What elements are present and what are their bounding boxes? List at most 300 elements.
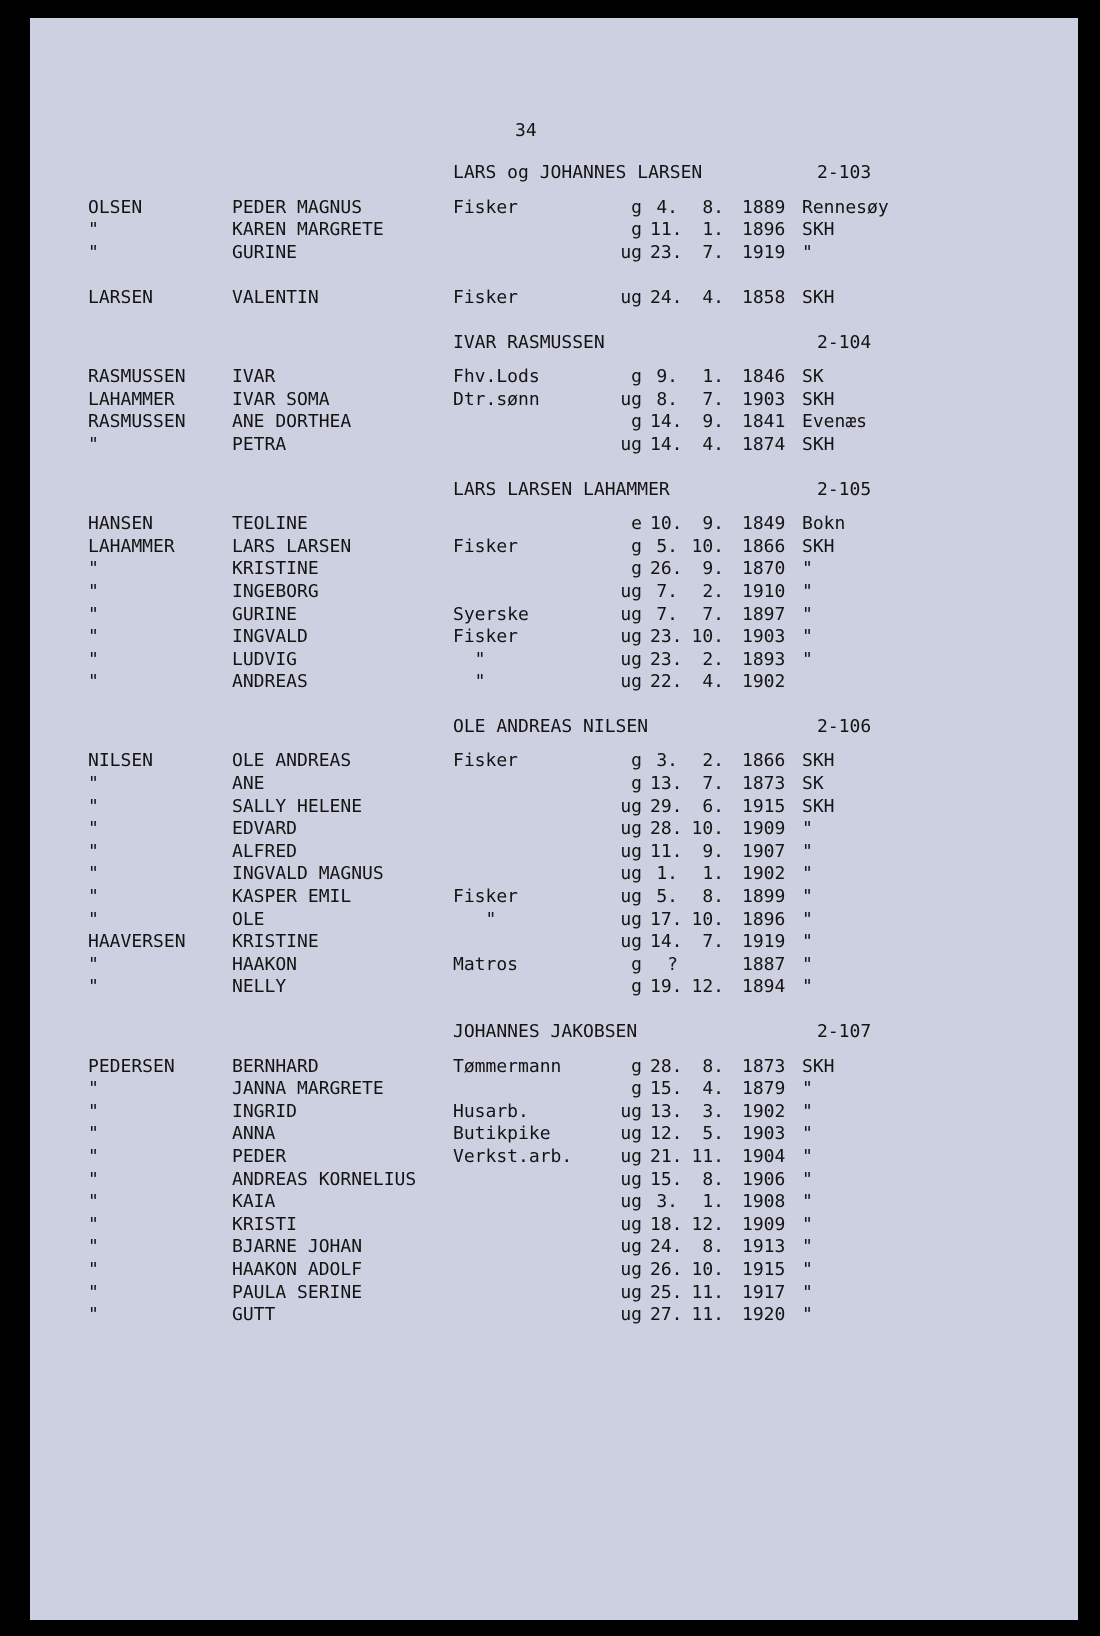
birth-place: Bokn — [802, 513, 846, 535]
birth-place: " — [802, 648, 813, 670]
birth-place: " — [802, 1191, 813, 1213]
surname: " — [88, 908, 99, 930]
birth-month: 12. — [691, 1213, 724, 1235]
birth-month: 6. — [702, 795, 724, 817]
birth-place: " — [802, 1100, 813, 1122]
birth-year: 1904 — [742, 1145, 786, 1167]
birth-month: 10. — [691, 818, 724, 840]
birth-month: 1. — [702, 863, 724, 885]
marital-status: ug — [620, 1191, 642, 1213]
birth-place: " — [802, 558, 813, 580]
birth-year: 1889 — [742, 196, 786, 218]
household-rows — [30, 197, 1078, 310]
given-name: ALFRED — [232, 840, 298, 862]
birth-place: " — [802, 241, 813, 263]
birth-day: 13. — [650, 1100, 683, 1122]
marital-status: ug — [620, 433, 642, 455]
birth-year: 1893 — [742, 648, 786, 670]
surname: RASMUSSEN — [88, 366, 186, 388]
birth-place: " — [802, 1281, 813, 1303]
given-name: GURINE — [232, 603, 298, 625]
surname: HAAVERSEN — [88, 931, 186, 953]
person-row — [30, 1123, 1078, 1146]
marital-status: g — [631, 1055, 642, 1077]
birth-month: 9. — [702, 411, 724, 433]
household-title: OLE ANDREAS NILSEN — [453, 715, 649, 737]
person-row — [30, 1169, 1078, 1192]
person-row — [30, 626, 1078, 649]
birth-place: SKH — [802, 795, 835, 817]
birth-year: 1919 — [742, 241, 786, 263]
birth-place: " — [802, 1304, 813, 1326]
person-row — [30, 1101, 1078, 1124]
surname: " — [88, 1100, 99, 1122]
surname: LARSEN — [88, 286, 154, 308]
birth-year: 1909 — [742, 1213, 786, 1235]
birth-day: 21. — [650, 1145, 683, 1167]
given-name: KAREN MARGRETE — [232, 219, 384, 241]
given-name: NELLY — [232, 976, 287, 998]
birth-year: 1919 — [742, 931, 786, 953]
marital-status: ug — [620, 886, 642, 908]
birth-month: 5. — [702, 1123, 724, 1145]
birth-year: 1879 — [742, 1078, 786, 1100]
birth-year: 1903 — [742, 626, 786, 648]
birth-month: 10. — [691, 535, 724, 557]
birth-year: 1896 — [742, 219, 786, 241]
household-header — [30, 1021, 1078, 1044]
surname: " — [88, 840, 99, 862]
birth-year: 1902 — [742, 671, 786, 693]
birth-day: 15. — [650, 1168, 683, 1190]
marital-status: ug — [620, 1213, 642, 1235]
household-title: JOHANNES JAKOBSEN — [453, 1021, 638, 1042]
birth-day: 23. — [650, 626, 683, 648]
birth-month: 7. — [702, 603, 724, 625]
birth-month: 4. — [702, 1078, 724, 1100]
given-name: BERNHARD — [232, 1055, 319, 1077]
marital-status: g — [631, 219, 642, 241]
document-page — [30, 18, 1078, 1620]
birth-month: 12. — [691, 976, 724, 998]
occupation: Tømmermann — [453, 1055, 562, 1077]
surname: " — [88, 953, 99, 975]
birth-day: 28. — [650, 1055, 683, 1077]
birth-day: 5. — [656, 535, 678, 557]
birth-day: 4. — [656, 196, 678, 218]
household-header — [30, 479, 1078, 502]
occupation: " — [453, 908, 497, 930]
surname: " — [88, 863, 99, 885]
birth-place: " — [802, 580, 813, 602]
birth-month: 11. — [691, 1145, 724, 1167]
household-code: 2-104 — [817, 331, 872, 353]
birth-year: 1873 — [742, 773, 786, 795]
marital-status: ug — [620, 1100, 642, 1122]
household-section — [30, 479, 1078, 694]
birth-year: 1849 — [742, 513, 786, 535]
birth-year: 1903 — [742, 1123, 786, 1145]
surname: LAHAMMER — [88, 535, 175, 557]
person-row — [30, 558, 1078, 581]
surname: " — [88, 1258, 99, 1280]
birth-month: 2. — [702, 750, 724, 772]
marital-status: ug — [620, 818, 642, 840]
birth-day: 14. — [650, 433, 683, 455]
surname: " — [88, 241, 99, 263]
household-header — [30, 332, 1078, 355]
surname: " — [88, 580, 99, 602]
person-row — [30, 886, 1078, 909]
surname: " — [88, 1168, 99, 1190]
birth-place: " — [802, 931, 813, 953]
birth-day: 5. — [656, 886, 678, 908]
surname: " — [88, 626, 99, 648]
birth-year: 1870 — [742, 558, 786, 580]
marital-status: g — [631, 366, 642, 388]
occupation: " — [453, 648, 486, 670]
household-code: 2-105 — [817, 478, 872, 500]
birth-month: 10. — [691, 626, 724, 648]
birth-place: Evenæs — [802, 411, 868, 433]
birth-place: " — [802, 1213, 813, 1235]
marital-status: ug — [620, 795, 642, 817]
given-name: HAAKON ADOLF — [232, 1258, 363, 1280]
surname: " — [88, 671, 99, 693]
household-code: 2-107 — [817, 1021, 872, 1042]
birth-month: 8. — [702, 886, 724, 908]
birth-year: 1899 — [742, 886, 786, 908]
birth-month: 7. — [702, 388, 724, 410]
marital-status: ug — [620, 388, 642, 410]
birth-place: SKH — [802, 535, 835, 557]
marital-status: g — [631, 953, 642, 975]
birth-year: 1874 — [742, 433, 786, 455]
birth-day: 26. — [650, 1258, 683, 1280]
birth-month: 4. — [702, 671, 724, 693]
marital-status: ug — [620, 626, 642, 648]
given-name: ANDREAS — [232, 671, 308, 693]
given-name: GUTT — [232, 1304, 276, 1326]
occupation: Verkst.arb. — [453, 1145, 573, 1167]
birth-year: 1873 — [742, 1055, 786, 1077]
marital-status: e — [631, 513, 642, 535]
birth-month: 2. — [702, 648, 724, 670]
occupation: Fisker — [453, 886, 519, 908]
person-row — [30, 818, 1078, 841]
occupation: Fhv.Lods — [453, 366, 540, 388]
birth-year: 1906 — [742, 1168, 786, 1190]
marital-status: ug — [620, 241, 642, 263]
birth-place: SK — [802, 773, 824, 795]
occupation: Fisker — [453, 286, 519, 308]
surname: " — [88, 433, 99, 455]
person-row — [30, 197, 1078, 220]
birth-place: SKH — [802, 388, 835, 410]
marital-status: ug — [620, 580, 642, 602]
birth-day: 24. — [650, 1236, 683, 1258]
person-row — [30, 1191, 1078, 1214]
birth-year: 1894 — [742, 976, 786, 998]
birth-month: 1. — [702, 219, 724, 241]
marital-status: ug — [620, 1304, 642, 1326]
birth-place: " — [802, 603, 813, 625]
birth-day: 17. — [650, 908, 683, 930]
marital-status: ug — [620, 1168, 642, 1190]
birth-year: 1897 — [742, 603, 786, 625]
marital-status: ug — [620, 863, 642, 885]
surname: " — [88, 1213, 99, 1235]
household-title: LARS LARSEN LAHAMMER — [453, 478, 670, 500]
household-rows — [30, 513, 1078, 694]
person-row — [30, 1304, 1078, 1327]
marital-status: g — [631, 1078, 642, 1100]
marital-status: ug — [620, 1281, 642, 1303]
given-name: TEOLINE — [232, 513, 308, 535]
birth-day: 28. — [650, 818, 683, 840]
household-rows — [30, 366, 1078, 456]
given-name: KRISTINE — [232, 558, 319, 580]
birth-month: 7. — [702, 241, 724, 263]
person-row — [30, 1259, 1078, 1282]
birth-place: SKH — [802, 1055, 835, 1077]
household-section — [30, 332, 1078, 457]
household-section — [30, 162, 1078, 310]
given-name: PEDER — [232, 1145, 287, 1167]
birth-day: 13. — [650, 773, 683, 795]
marital-status: ug — [620, 603, 642, 625]
surname: " — [88, 1123, 99, 1145]
person-row — [30, 976, 1078, 999]
birth-day: 15. — [650, 1078, 683, 1100]
birth-year: 1920 — [742, 1304, 786, 1326]
person-row — [30, 1078, 1078, 1101]
person-row — [30, 796, 1078, 819]
birth-day: 7. — [656, 603, 678, 625]
birth-day: 12. — [650, 1123, 683, 1145]
page-number: 34 — [515, 120, 537, 141]
birth-year: 1841 — [742, 411, 786, 433]
surname: " — [88, 648, 99, 670]
household-code: 2-106 — [817, 715, 872, 737]
occupation: Syerske — [453, 603, 529, 625]
household-section — [30, 716, 1078, 999]
person-row — [30, 411, 1078, 434]
birth-place: Rennesøy — [802, 196, 889, 218]
birth-year: 1858 — [742, 286, 786, 308]
birth-day: 25. — [650, 1281, 683, 1303]
birth-day: 19. — [650, 976, 683, 998]
person-row — [30, 841, 1078, 864]
birth-day: 9. — [656, 366, 678, 388]
person-row — [30, 1056, 1078, 1079]
given-name: KASPER EMIL — [232, 886, 352, 908]
surname: " — [88, 219, 99, 241]
person-row — [30, 649, 1078, 672]
birth-day: 14. — [650, 931, 683, 953]
birth-day: 3. — [656, 1191, 678, 1213]
birth-place: SKH — [802, 286, 835, 308]
given-name: PEDER MAGNUS — [232, 196, 363, 218]
given-name: ANDREAS KORNELIUS — [232, 1168, 417, 1190]
birth-month: 4. — [702, 286, 724, 308]
birth-day: 11. — [650, 219, 683, 241]
person-row — [30, 931, 1078, 954]
birth-place: " — [802, 1078, 813, 1100]
surname: OLSEN — [88, 196, 143, 218]
birth-month: 7. — [702, 931, 724, 953]
person-row — [30, 219, 1078, 242]
birth-day: ? — [667, 953, 678, 975]
marital-status: g — [631, 411, 642, 433]
person-row — [30, 366, 1078, 389]
given-name: IVAR SOMA — [232, 388, 330, 410]
birth-month: 10. — [691, 1258, 724, 1280]
person-row — [30, 581, 1078, 604]
person-row — [30, 434, 1078, 457]
birth-day: 24. — [650, 286, 683, 308]
surname: " — [88, 1191, 99, 1213]
person-row — [30, 909, 1078, 932]
birth-year: 1915 — [742, 795, 786, 817]
birth-place: " — [802, 818, 813, 840]
surname: " — [88, 795, 99, 817]
surname: " — [88, 603, 99, 625]
person-row — [30, 389, 1078, 412]
birth-year: 1866 — [742, 535, 786, 557]
given-name: PAULA SERINE — [232, 1281, 363, 1303]
birth-month: 9. — [702, 558, 724, 580]
birth-place: SKH — [802, 750, 835, 772]
marital-status: g — [631, 535, 642, 557]
person-row — [30, 264, 1078, 287]
occupation: Fisker — [453, 750, 519, 772]
birth-month: 1. — [702, 1191, 724, 1213]
birth-year: 1915 — [742, 1258, 786, 1280]
birth-year: 1913 — [742, 1236, 786, 1258]
household-header — [30, 162, 1078, 185]
given-name: SALLY HELENE — [232, 795, 363, 817]
given-name: INGVALD MAGNUS — [232, 863, 384, 885]
birth-place: " — [802, 1145, 813, 1167]
birth-place: SKH — [802, 219, 835, 241]
occupation: Dtr.sønn — [453, 388, 540, 410]
marital-status: ug — [620, 908, 642, 930]
birth-day: 23. — [650, 241, 683, 263]
surname: " — [88, 1236, 99, 1258]
birth-day: 18. — [650, 1213, 683, 1235]
person-row — [30, 863, 1078, 886]
birth-place: " — [802, 863, 813, 885]
given-name: ANE — [232, 773, 265, 795]
birth-year: 1887 — [742, 953, 786, 975]
birth-day: 27. — [650, 1304, 683, 1326]
birth-place: " — [802, 886, 813, 908]
birth-year: 1866 — [742, 750, 786, 772]
marital-status: ug — [620, 840, 642, 862]
birth-day: 22. — [650, 671, 683, 693]
given-name: IVAR — [232, 366, 276, 388]
given-name: INGVALD — [232, 626, 308, 648]
birth-day: 14. — [650, 411, 683, 433]
person-row — [30, 1146, 1078, 1169]
birth-day: 1. — [656, 863, 678, 885]
person-row — [30, 954, 1078, 977]
birth-day: 8. — [656, 388, 678, 410]
given-name: BJARNE JOHAN — [232, 1236, 363, 1258]
household-code: 2-103 — [817, 162, 872, 183]
birth-month: 3. — [702, 1100, 724, 1122]
birth-month: 8. — [702, 1236, 724, 1258]
marital-status: ug — [620, 648, 642, 670]
occupation: " — [453, 671, 486, 693]
surname: LAHAMMER — [88, 388, 175, 410]
birth-month: 1. — [702, 366, 724, 388]
occupation: Fisker — [453, 196, 519, 218]
birth-place: " — [802, 1258, 813, 1280]
surname: HANSEN — [88, 513, 154, 535]
given-name: LARS LARSEN — [232, 535, 352, 557]
given-name: EDVARD — [232, 818, 298, 840]
given-name: ANE DORTHEA — [232, 411, 352, 433]
marital-status: g — [631, 750, 642, 772]
given-name: KAIA — [232, 1191, 276, 1213]
surname: RASMUSSEN — [88, 411, 186, 433]
birth-year: 1902 — [742, 1100, 786, 1122]
given-name: PETRA — [232, 433, 287, 455]
person-row — [30, 604, 1078, 627]
birth-day: 10. — [650, 513, 683, 535]
surname: NILSEN — [88, 750, 154, 772]
birth-year: 1910 — [742, 580, 786, 602]
person-row — [30, 1214, 1078, 1237]
household-title: IVAR RASMUSSEN — [453, 331, 605, 353]
birth-year: 1896 — [742, 908, 786, 930]
given-name: GURINE — [232, 241, 298, 263]
birth-month: 8. — [702, 1168, 724, 1190]
given-name: KRISTI — [232, 1213, 298, 1235]
marital-status: g — [631, 558, 642, 580]
occupation: Butikpike — [453, 1123, 551, 1145]
person-row — [30, 536, 1078, 559]
birth-year: 1903 — [742, 388, 786, 410]
person-row — [30, 1236, 1078, 1259]
given-name: LUDVIG — [232, 648, 298, 670]
marital-status: g — [631, 773, 642, 795]
given-name: KRISTINE — [232, 931, 319, 953]
birth-year: 1909 — [742, 818, 786, 840]
given-name: INGEBORG — [232, 580, 319, 602]
marital-status: g — [631, 196, 642, 218]
occupation: Fisker — [453, 626, 519, 648]
birth-month: 4. — [702, 433, 724, 455]
surname: " — [88, 558, 99, 580]
person-row — [30, 287, 1078, 310]
birth-place: " — [802, 840, 813, 862]
birth-year: 1907 — [742, 840, 786, 862]
birth-place: SKH — [802, 433, 835, 455]
surname: " — [88, 1281, 99, 1303]
surname: " — [88, 1304, 99, 1326]
birth-place: " — [802, 976, 813, 998]
household-title: LARS og JOHANNES LARSEN — [453, 162, 703, 183]
person-row — [30, 1282, 1078, 1305]
birth-place: " — [802, 1236, 813, 1258]
person-row — [30, 750, 1078, 773]
household-rows — [30, 750, 1078, 999]
birth-place: " — [802, 1123, 813, 1145]
household-header — [30, 716, 1078, 739]
